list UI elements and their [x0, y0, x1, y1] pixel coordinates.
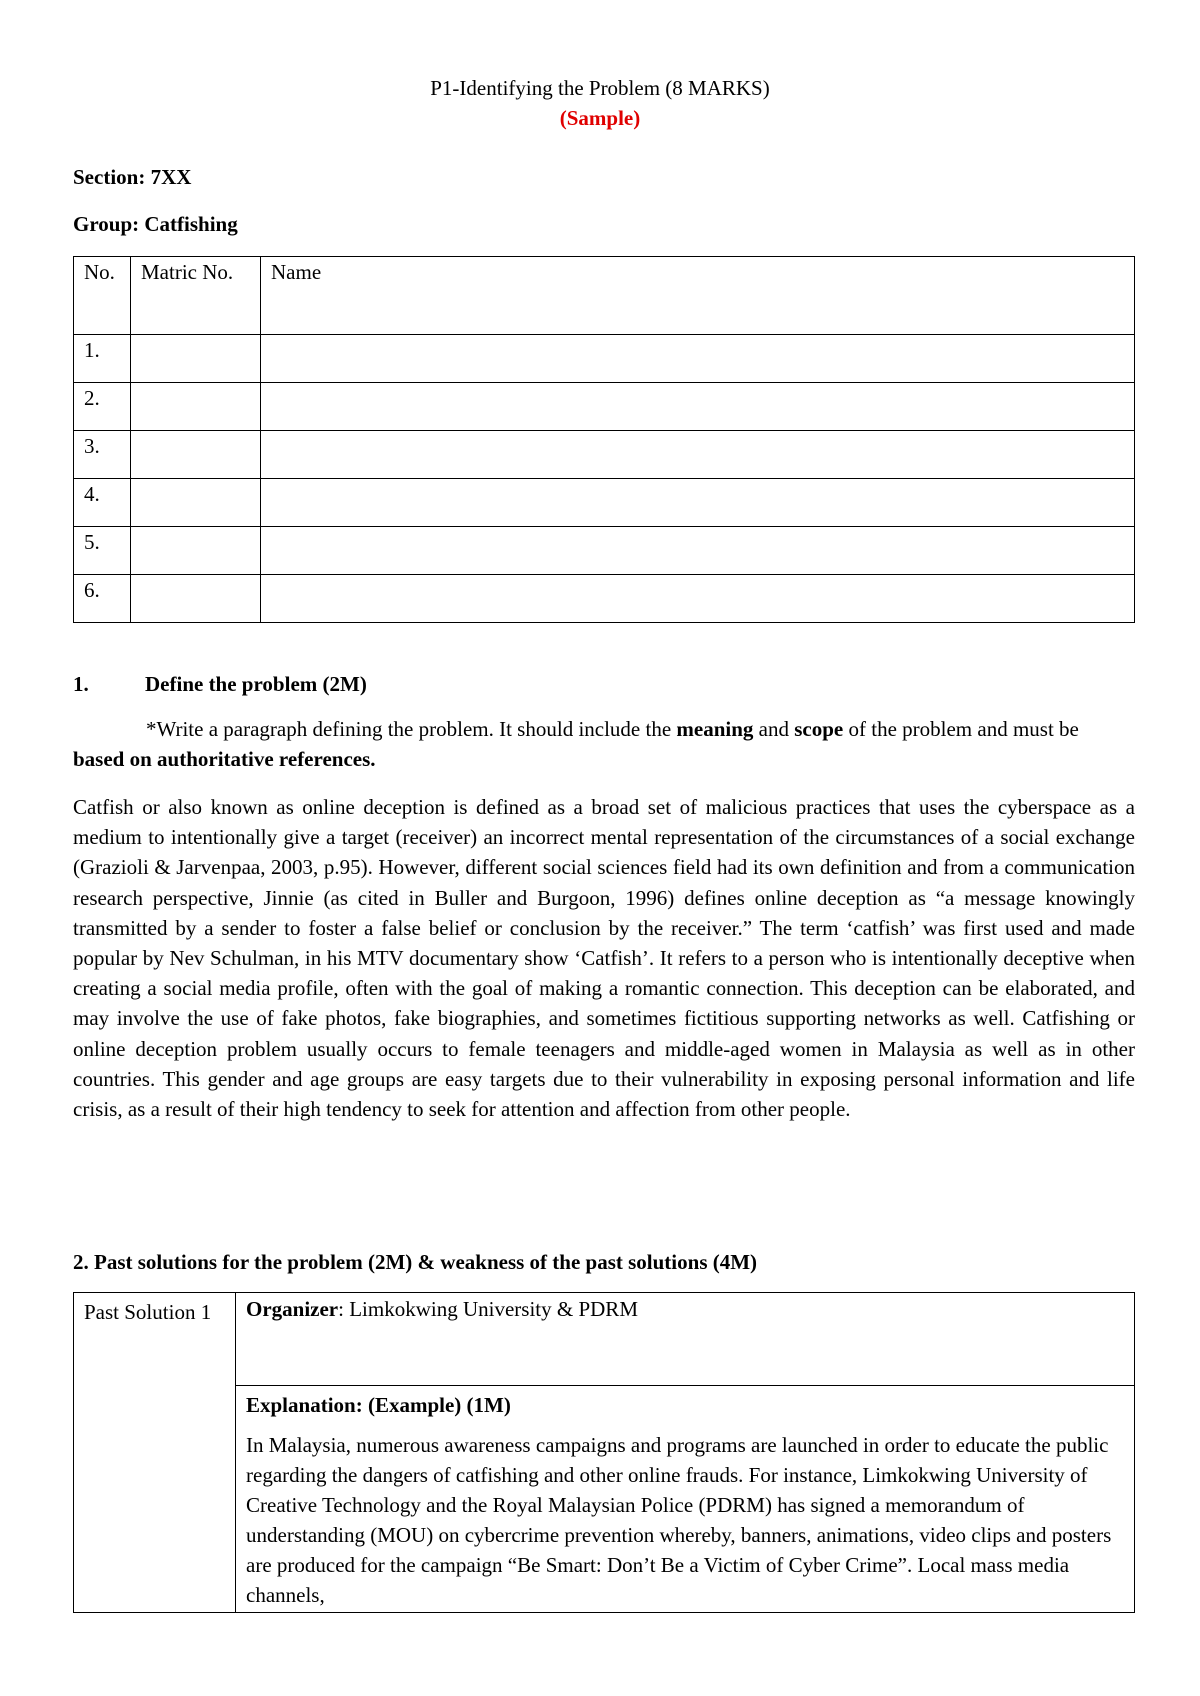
name-cell[interactable]	[261, 479, 1135, 527]
section1-title: Define the problem (2M)	[145, 672, 367, 696]
matric-cell[interactable]	[131, 479, 261, 527]
members-table-header	[74, 257, 1135, 335]
header-no: No.	[74, 257, 131, 335]
matric-cell[interactable]	[131, 383, 261, 431]
table-row	[74, 431, 1135, 479]
matric-cell[interactable]	[131, 335, 261, 383]
table-row	[74, 335, 1135, 383]
section1-body: Catfish or also known as online deception is defined as a broad set of malicious practices that uses the cyberspace as a medium to intentionally give a target (receiver) an incorrect mental representation of the circumstances of a social exchange (Grazioli & Jarvenpaa, 2003, p.95). However, different social sciences field had its own definition and from a communication research perspective, Jinnie (as cited in Buller and Burgoon, 1996) defines online deception as “a message knowingly transmitted by a sender to foster a false belief or conclusion by the receiver.” The term ‘catfish’ was first used and made popular by Nev Schulman, in his MTV documentary show ‘Catfish’. It refers to a person who is intentionally deceptive when creating a social media profile, often with the goal of making a romantic connection. This deception can be elaborated, and may involve the use of fake photos, fake biographies, and sometimes fictitious supporting networks as well. Catfishing or online deception problem usually occurs to female teenagers and middle-aged women in Malaysia as well as in other countries. This gender and age groups are easy targets due to their vulnerability in exposing personal information and life crisis, as a result of their high tendency to seek for attention and affection from other people.	[73, 795, 1135, 1122]
row-number: 4.	[74, 479, 131, 527]
table-row	[74, 575, 1135, 623]
row-number: 2.	[74, 383, 131, 431]
table-row	[74, 527, 1135, 575]
group-label: Group: Catfishing	[73, 212, 238, 236]
explanation-label: Explanation	[246, 1393, 356, 1417]
name-cell[interactable]	[261, 335, 1135, 383]
name-cell[interactable]	[261, 431, 1135, 479]
row-number: 5.	[74, 527, 131, 575]
section2-heading: 2. Past solutions for the problem (2M) & weakness of the past solutions (4M)	[73, 1250, 758, 1274]
past-solutions-table	[73, 1292, 1135, 1613]
past-solution-label: Past Solution 1	[74, 1293, 236, 1613]
page-subtitle: (Sample)	[559, 106, 641, 130]
matric-cell[interactable]	[131, 575, 261, 623]
explanation-cell	[236, 1386, 1135, 1613]
row-number: 6.	[74, 575, 131, 623]
header-matric: Matric No.	[131, 257, 261, 335]
name-cell[interactable]	[261, 527, 1135, 575]
name-cell[interactable]	[261, 383, 1135, 431]
section1-heading	[73, 672, 367, 697]
members-table	[73, 256, 1135, 623]
section1-number: 1.	[73, 672, 89, 696]
page-title: P1-Identifying the Problem (8 MARKS)	[430, 76, 770, 100]
section-label: Section: 7XX	[73, 165, 192, 189]
matric-cell[interactable]	[131, 431, 261, 479]
row-number: 3.	[74, 431, 131, 479]
matric-cell[interactable]	[131, 527, 261, 575]
organizer-label: Organizer	[246, 1297, 339, 1321]
table-row	[74, 479, 1135, 527]
explanation-suffix: : (Example) (1M)	[355, 1393, 511, 1417]
section1-instruction: *Write a paragraph defining the problem. It should include the meaning and scope of the problem and must be based on authoritative references.	[73, 717, 1079, 771]
organizer-cell	[236, 1293, 1135, 1386]
name-cell[interactable]	[261, 575, 1135, 623]
explanation-text: In Malaysia, numerous awareness campaigns and programs are launched in order to educate the public regarding the dangers of catfishing and other online frauds. For instance, Limkokwing University of Creative Technology and the Royal Malaysian Police (PDRM) has signed a memorandum of understanding (MOU) on cybercrime prevention whereby, banners, animations, video clips and posters are produced for the campaign “Be Smart: Don’t Be a Victim of Cyber Crime”. Local mass media channels,	[246, 1433, 1112, 1607]
row-number: 1.	[74, 335, 131, 383]
header-name: Name	[261, 257, 1135, 335]
table-row	[74, 1293, 1135, 1386]
organizer-value: : Limkokwing University & PDRM	[338, 1297, 638, 1321]
table-row	[74, 383, 1135, 431]
